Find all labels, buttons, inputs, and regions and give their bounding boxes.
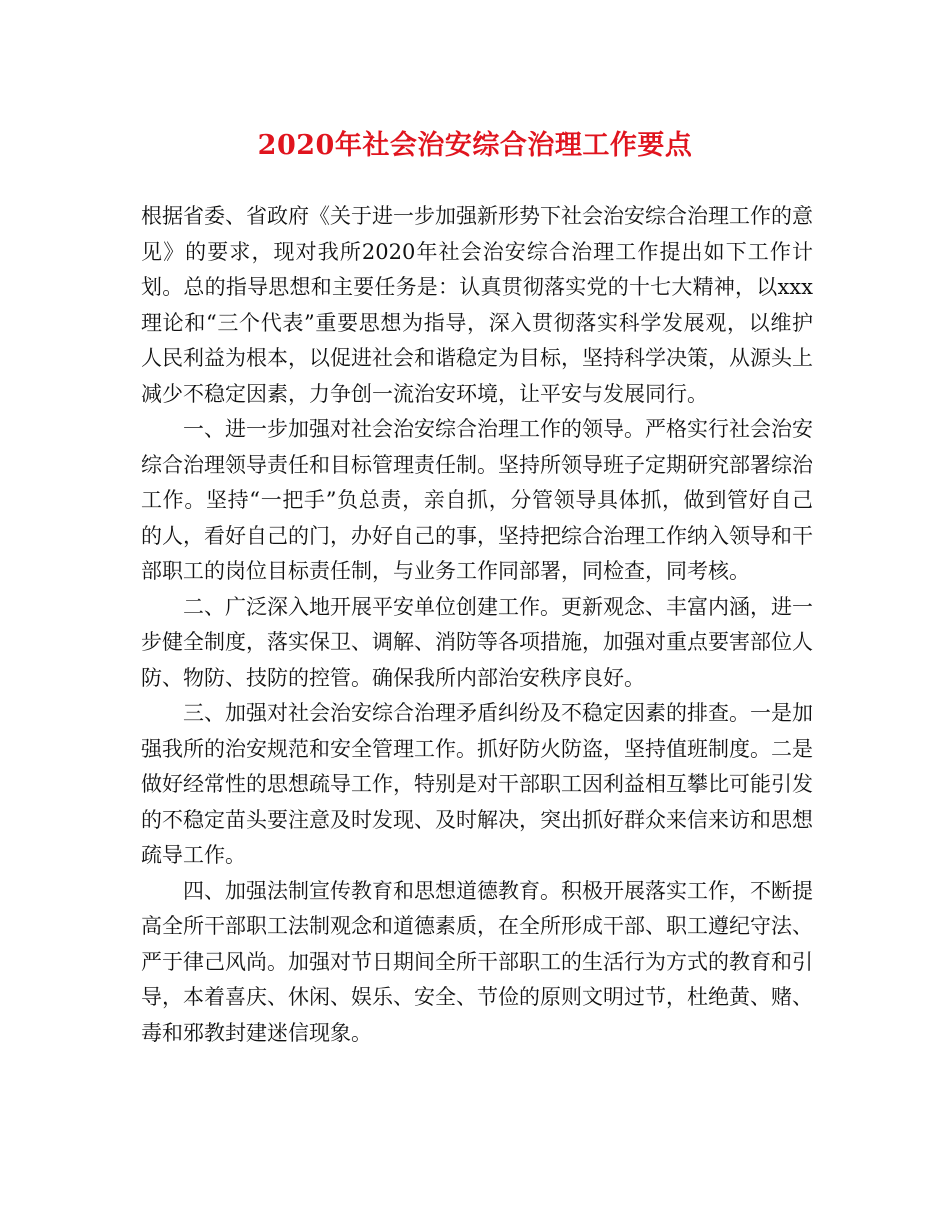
- section-3-paragraph: 三、加强对社会治安综合治理矛盾纠纷及不稳定因素的排查。一是加强我所的治安规范和安全管理工作。抓好防火防盗，坚持值班制度。二是做好经常性的思想疏导工作，特别是对干部职工因利益相互攀比可能引发的不稳定苗头要注意及时发现、及时解决，突出抓好群众来信来访和思想疏导工作。: [141, 701, 813, 867]
- section-2-paragraph: 二、广泛深入地开展平安单位创建工作。更新观念、丰富内涵，进一步健全制度，落实保卫、调解、消防等各项措施，加强对重点要害部位人防、物防、技防的控管。确保我所内部治安秩序良好。: [141, 594, 813, 690]
- intro-paragraph: 根据省委、省政府《关于进一步加强新形势下社会治安综合治理工作的意见》的要求，现对我所2020年社会治安综合治理工作提出如下工作计划。总的指导思想和主要任务是：认真贯彻落实党的十七大精神，以xxx理论和“三个代表”重要思想为指导，深入贯彻落实科学发展观，以维护人民利益为根本，以促进社会和谐稳定为目标，坚持科学决策，从源头上减少不稳定因素，力争创一流治安环境，让平安与发展同行。: [141, 204, 813, 406]
- document-body: [141, 199, 813, 1051]
- section-4-paragraph: 四、加强法制宣传教育和思想道德教育。积极开展落实工作，不断提高全所干部职工法制观念和道德素质，在全所形成干部、职工遵纪守法、严于律己风尚。加强对节日期间全所干部职工的生活行为方式的教育和引导，本着喜庆、休闲、娱乐、安全、节俭的原则文明过节，杜绝黄、赌、毒和邪教封建迷信现象。: [141, 878, 813, 1045]
- section-1-paragraph: 一、进一步加强对社会治安综合治理工作的领导。严格实行社会治安综合治理领导责任和目标管理责任制。坚持所领导班子定期研究部署综治工作。坚持“一把手”负总责，亲自抓，分管领导具体抓，做到管好自己的人，看好自己的门，办好自己的事，坚持把综合治理工作纳入领导和干部职工的岗位目标责任制，与业务工作同部署，同检查，同考核。: [141, 417, 813, 583]
- document-title: 2020年社会治安综合治理工作要点: [257, 130, 693, 161]
